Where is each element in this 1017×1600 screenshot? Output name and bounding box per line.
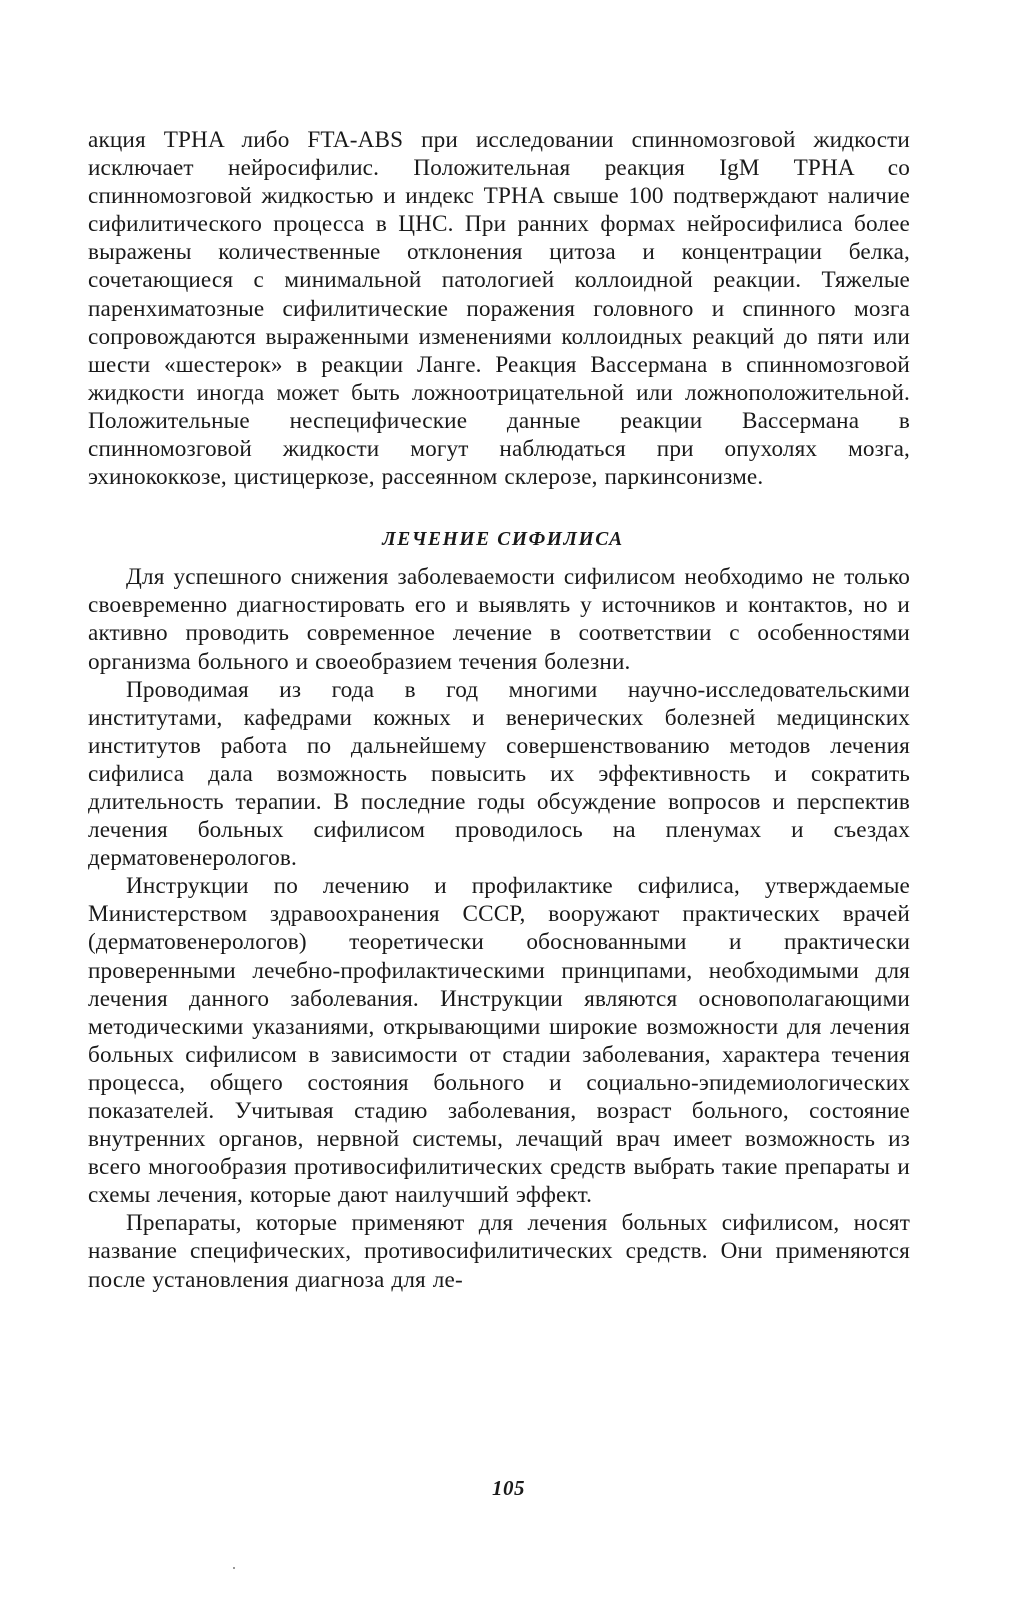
paragraph-2: Проводимая из года в год многими научно-исследовательскими институтами, кафедрами кожных и венерических болезней медицинских институтов работа по дальнейшему совершенствованию методов лечения сифилиса дала возможность повысить их эффективность и сократить длительность терапии. В последние годы обсуждение вопросов и перспектив лечения больных сифилисом проводилось на пленумах и съездах дерматовенерологов. [88, 676, 910, 872]
paragraph-1: Для успешного снижения заболеваемости сифилисом необходимо не только своевременно диагностировать его и выявлять у источников и контактов, но и активно проводить современное лечение в соответствии с особенностями организма больного и своеобразием течения болезни. [88, 564, 910, 675]
section-heading: ЛЕЧЕНИЕ СИФИЛИСА [382, 529, 624, 551]
print-speck [233, 1567, 235, 1569]
paragraph-3: Инструкции по лечению и профилактике сифилиса, утверждаемые Министерством здравоохранения СССР, вооружают практических врачей (дерматовенерологов) теоретически обоснованными и практически проверенными лечебно-профилактическими принципами, необходимыми для лечения данного заболевания. Инструкции являются основополагающими методическими указаниями, открывающими широкие возможности для лечения больных сифилисом в зависимости от стадии заболевания, характера течения процесса, общего состояния больного и социально-эпидемиологических показателей. Учитывая стадию заболевания, возраст больного, состояние внутренних органов, нервной системы, лечащий врач имеет возможность из всего многообразия противосифилитических средств выбрать такие препараты и схемы лечения, которые дают наилучший эффект. [88, 873, 910, 1209]
continuation-paragraph: акция TPHA либо FTA-ABS при исследовании спинномозговой жидкости исключает нейросифилис. Положительная реакция IgM TPHA со спинномозговой жидкостью и индекс TPHA свыше 100 подтверждают наличие сифилитического процесса в ЦНС. При ранних формах нейросифилиса более выражены количественные отклонения цитоза и концентрации белка, сочетающиеся с минимальной патологией коллоидной реакции. Тяжелые паренхиматозные сифилитические поражения головного и спинного мозга сопровождаются выраженными изменениями коллоидных реакций до пяти или шести «шестерок» в реакции Ланге. Реакция Вассермана в спинномозговой жидкости иногда может быть ложноотрицательной или ложноположительной. Положительные неспецифические данные реакции Вассермана в спинномозговой жидкости могут наблюдаться при опухолях мозга, эхинококкозе, цистицеркозе, рассеянном склерозе, паркинсонизме. [88, 127, 910, 491]
page-number: 105 [492, 1476, 525, 1500]
page-body [88, 126, 910, 1294]
paragraph-4: Препараты, которые применяют для лечения больных сифилисом, носят название специфических, противосифилитических средств. Они применяются после установления диагноза для ле- [88, 1210, 910, 1293]
